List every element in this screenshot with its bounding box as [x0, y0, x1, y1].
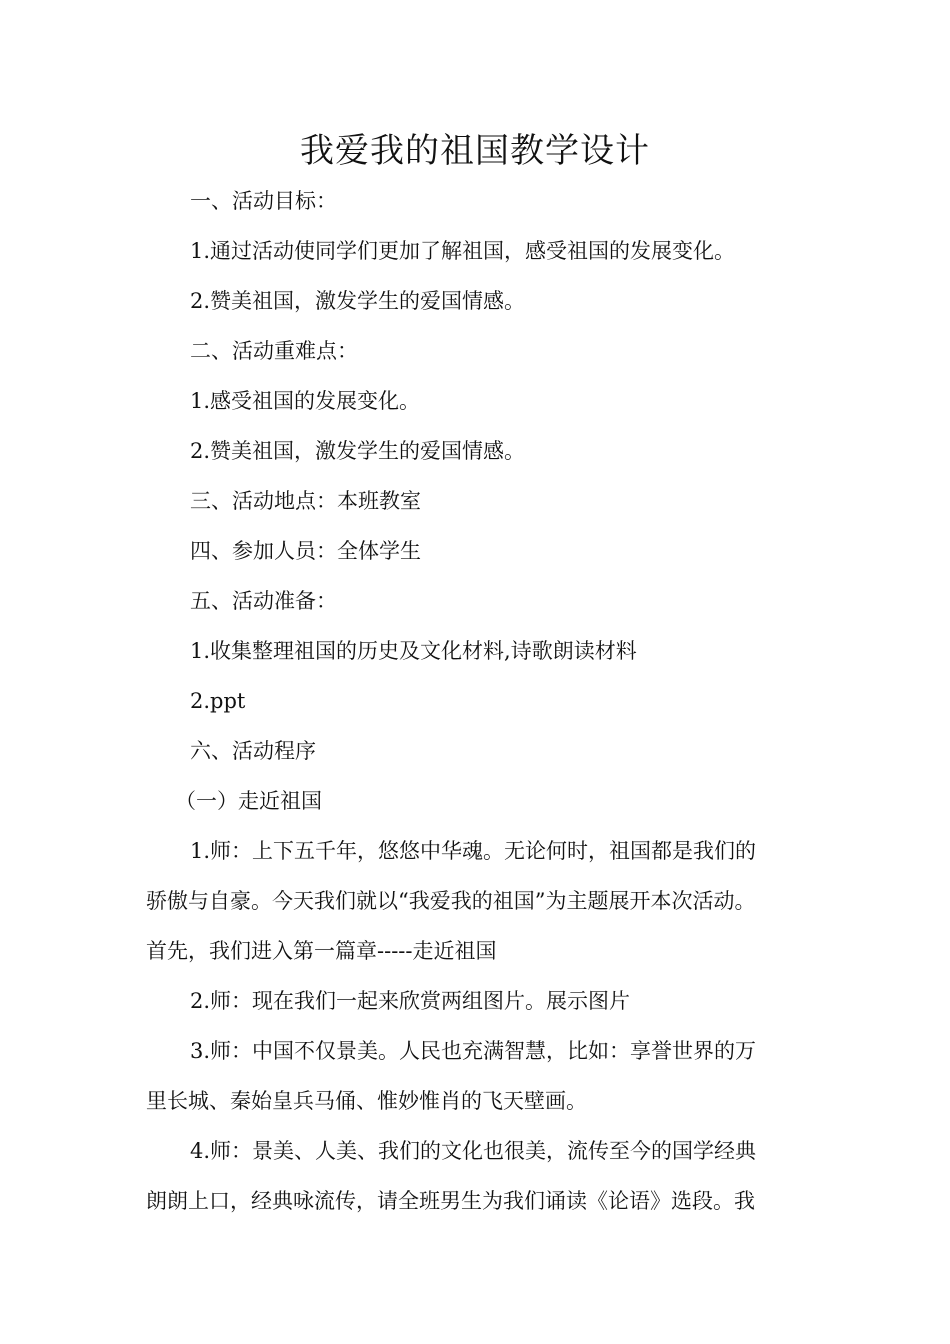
- section-heading: 一、活动目标：: [190, 189, 337, 213]
- list-item: 1.通过活动使同学们更加了解祖国，感受祖国的发展变化。: [190, 239, 736, 263]
- subsection-heading: （一）走近祖国: [175, 789, 322, 813]
- paragraph-line: 首先，我们进入第一篇章-----走近祖国: [146, 939, 497, 963]
- paragraph-line: 1.师：上下五千年，悠悠中华魂。无论何时，祖国都是我们的: [190, 839, 757, 863]
- list-item: 2.ppt: [190, 689, 246, 713]
- paragraph-line: 朗朗上口，经典咏流传，请全班男生为我们诵读《论语》选段。我: [146, 1189, 755, 1213]
- paragraph-line: 3.师：中国不仅景美。人民也充满智慧，比如：享誉世界的万: [190, 1039, 757, 1063]
- section-heading: 六、活动程序: [190, 739, 316, 763]
- paragraph-line: 4.师：景美、人美、我们的文化也很美，流传至今的国学经典: [190, 1139, 757, 1163]
- section-heading: 四、参加人员：全体学生: [190, 539, 421, 563]
- paragraph-line: 骄傲与自豪。今天我们就以“我爱我的祖国”为主题展开本次活动。: [146, 889, 756, 913]
- list-item: 2.赞美祖国，激发学生的爱国情感。: [190, 289, 526, 313]
- section-heading: 二、活动重难点：: [190, 339, 358, 363]
- list-item: 1.收集整理祖国的历史及文化材料,诗歌朗读材料: [190, 639, 637, 663]
- section-heading: 三、活动地点：本班教室: [190, 489, 421, 513]
- section-heading: 五、活动准备：: [190, 589, 337, 613]
- paragraph-line: 2.师：现在我们一起来欣赏两组图片。展示图片: [190, 989, 631, 1013]
- paragraph-line: 里长城、秦始皇兵马俑、惟妙惟肖的飞天壁画。: [146, 1089, 587, 1113]
- list-item: 2.赞美祖国，激发学生的爱国情感。: [190, 439, 526, 463]
- page-title: 我爱我的祖国教学设计: [300, 131, 650, 171]
- list-item: 1.感受祖国的发展变化。: [190, 389, 421, 413]
